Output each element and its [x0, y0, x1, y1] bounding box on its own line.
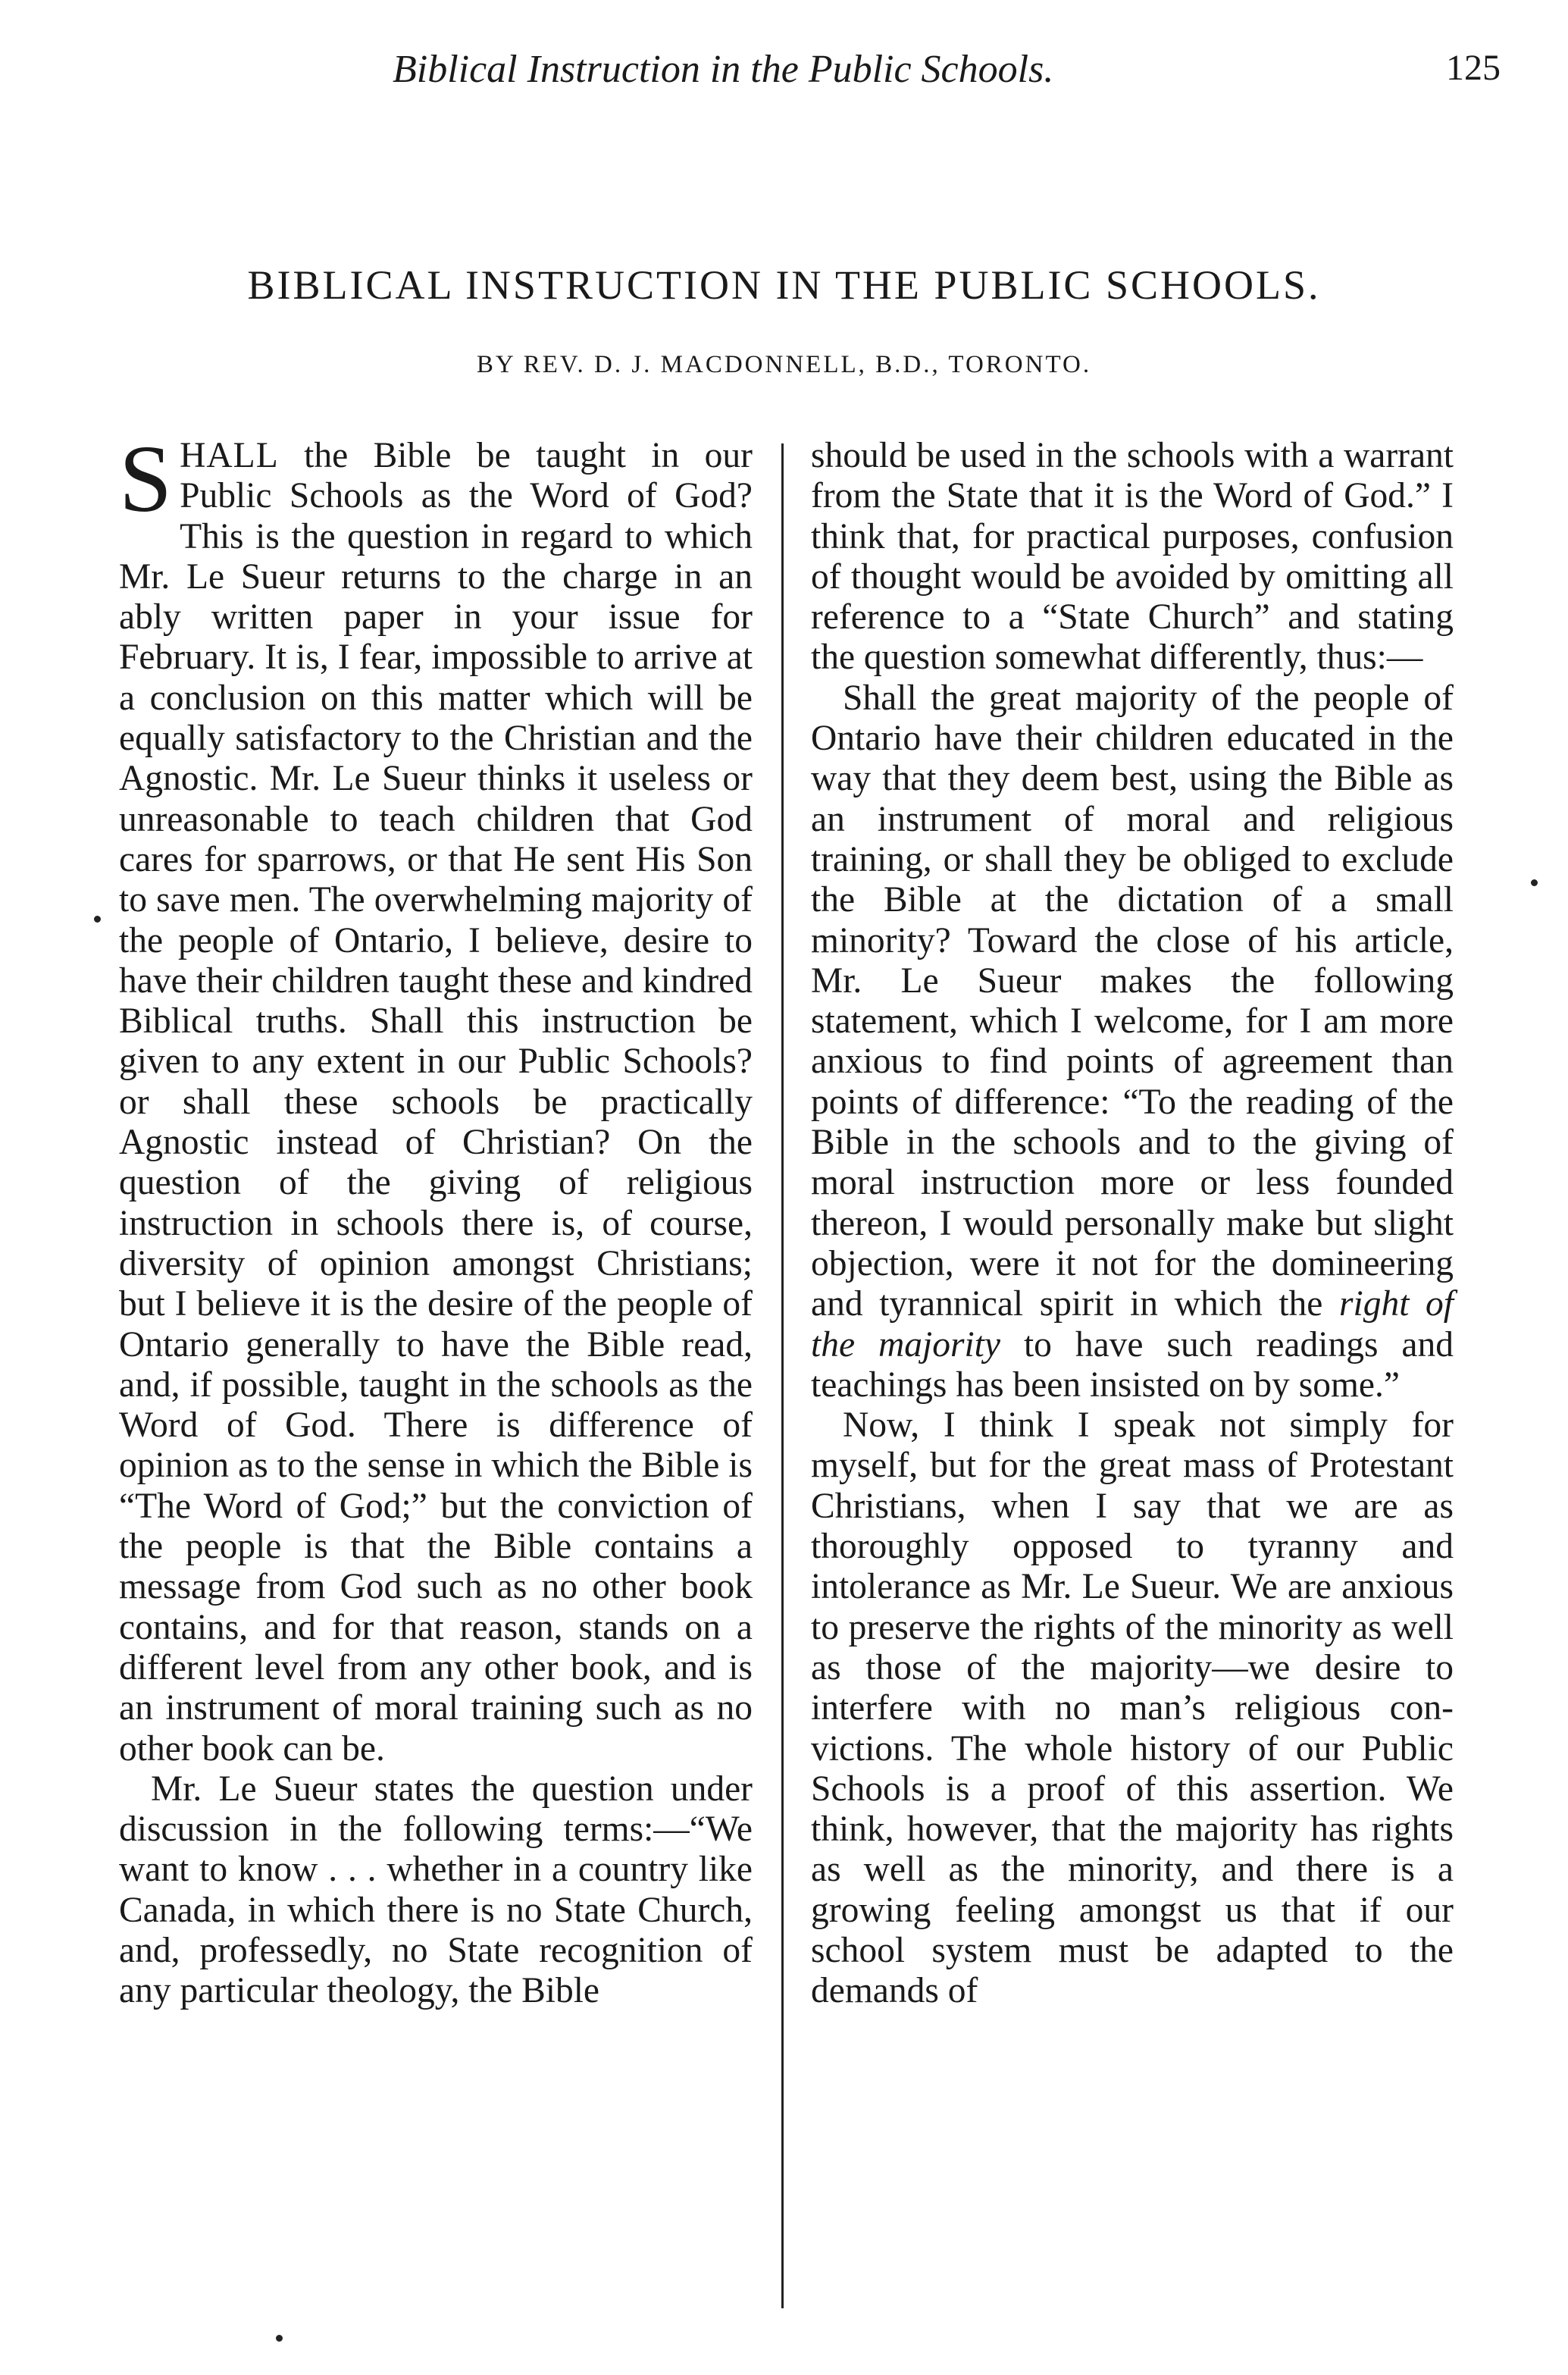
print-speck: [1531, 879, 1538, 886]
emphasis-text: right of the majority: [811, 1284, 1454, 1365]
print-speck: [94, 916, 101, 923]
paragraph: should be used in the schools with a warrant from the State that it is the Word of God.” I think that, for practical purposes, confusion of thought would be avoided by omitting all reference to a “State Church” and stating the question somewhat differently, thus:—: [811, 436, 1454, 678]
drop-cap: S: [119, 427, 173, 532]
right-column: [811, 436, 1454, 2012]
lead-word: HALL: [180, 436, 279, 475]
paragraph: Now, I think I speak not simply for myself, but for the great mass of Protestant Christians, when I say that we are as thoroughly opposed to tyranny and intolerance as Mr. Le Sueur. We are anxious to preserve the rights of the minority as well as those of the majority—we desire to interfere with no man’s religious convictions. The whole history of our Public Schools is a proof of this assertion. We think, however, that the majority has rights as well as the minority, and there is a growing feeling amongst us that if our school system must be adapted to the demands of: [811, 1405, 1454, 2011]
running-title: Biblical Instruction in the Public Schools.: [393, 48, 1054, 91]
running-header: [114, 47, 1501, 108]
paragraph: Mr. Le Sueur states the question under discussion in the following terms:—“We want to know . . . whether in a country like Canada, in which there is no State Church, and, professedly, no State recognition of any particular theology, the Bible: [119, 1769, 753, 2011]
column-divider: [781, 443, 784, 2308]
paragraph: [811, 678, 1454, 1405]
paragraph-text: to have such readings and teachings has been insisted on by some.”: [811, 1324, 1454, 1405]
article-byline: BY REV. D. J. MACDONNELL, B.D., TORONTO.: [476, 351, 1092, 378]
paragraph-text: the Bible be taught in our Public Schools as the Word of God? This is the question in regard to which Mr. Le Sueur returns to the charge in an ably written paper in your issue for February. It is, I fear, impossible to arrive at a conclusion on this matter which will be equally satisfactory to the Christian and the Agnostic. Mr. Le Sueur thinks it useless or unreasonable to teach children that God cares for sparrows, or that He sent His Son to save men. The overwhelming majority of the people of Ontario, I believe, desire to have their children taught these and kindred Biblical truths. Shall this instruction be given to any extent in our Public Schools? or shall these schools be practically Agnostic instead of Christian? On the question of the giving of religious instruction in schools there is, of course, diversity of opinion amongst Christians; but I believe it is the desire of the people of Ontario generally to have the Bible read, and, if possible, taught in the schools as the Word of God. There is difference of opinion as to the sense in which the Bible is “The Word of God;” but the conviction of the people is that the Bible contains a message from God such as no other book contains, and for that reason, stands on a different level from any other book, and is an instrument of moral training such as no other book can be.: [119, 436, 753, 1769]
print-speck: [276, 2335, 283, 2342]
paragraph-text: Shall the great majority of the people of Ontario have their children educated in the way that they deem best, using the Bible as an instrument of moral and religious training, or shall they be obliged to exclude the Bible at the dictation of a small minority? Toward the close of his article, Mr. Le Sueur makes the following statement, which I welcome, for I am more anxious to find points of agreement than points of difference: “To the reading of the Bible in the schools and to the giving of moral instruction more or less founded thereon, I would personally make but slight objection, were it not for the domineering and tyrannical spirit in which the: [811, 678, 1454, 1324]
article-title: BIBLICAL INSTRUCTION IN THE PUBLIC SCHOOLS.: [247, 262, 1321, 308]
left-column: [119, 427, 753, 2012]
paragraph: [119, 427, 753, 1769]
page-number: 125: [1446, 48, 1501, 88]
